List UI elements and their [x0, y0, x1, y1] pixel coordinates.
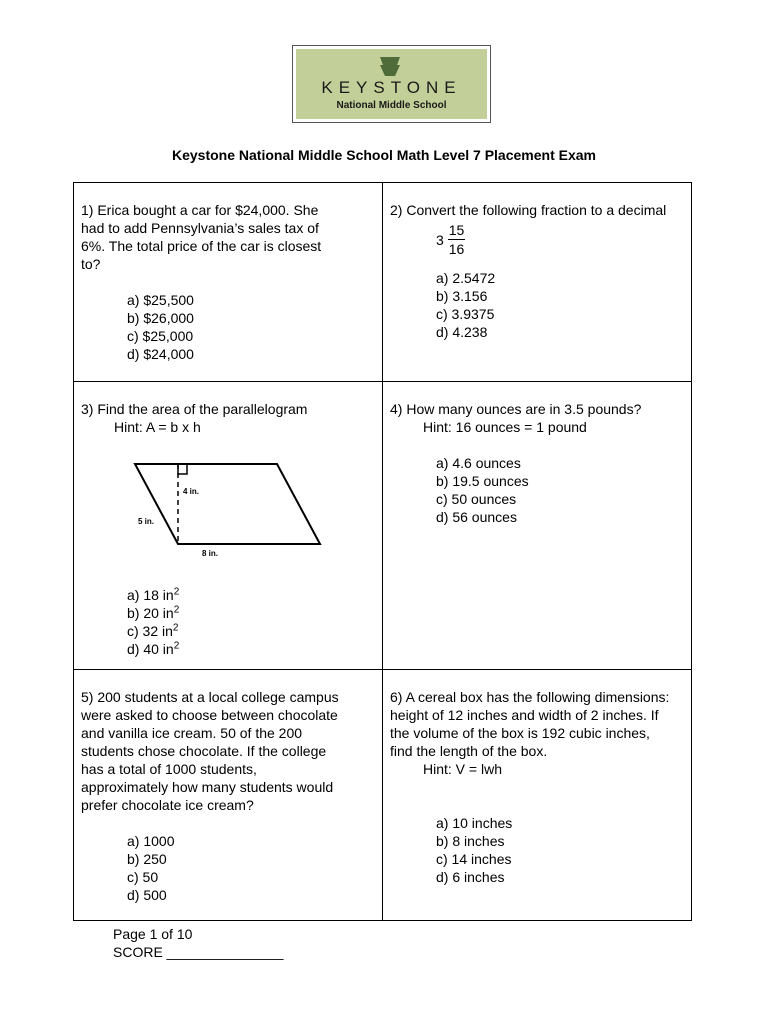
question-1-cell — [74, 183, 383, 382]
choice-d: d) 40 $in^2$ — [127, 640, 180, 657]
question-4-choices — [390, 454, 685, 526]
page-footer — [113, 925, 283, 961]
question-3-cell — [74, 382, 383, 670]
choice-c: c) $25,000 — [127, 328, 194, 344]
choice-b: b) 250 — [127, 851, 167, 867]
choice-c: c) 3.9375 — [436, 306, 495, 322]
choice-b: b) 8 inches — [436, 833, 505, 849]
question-6-cell — [383, 670, 692, 921]
fraction — [448, 221, 466, 258]
question-3-choices — [81, 586, 376, 658]
fraction-numerator: 15 — [448, 222, 465, 238]
page-number: Page 1 of 10 — [113, 926, 193, 942]
question-2-text: 2) Convert the following fraction to a decimal — [390, 202, 667, 218]
question-6-hint: Hint: V = lwh — [423, 761, 502, 777]
question-1-choices — [81, 291, 376, 363]
logo-subtitle: National Middle School — [336, 100, 447, 111]
mixed-fraction — [436, 221, 685, 255]
fraction-whole: 3 — [436, 231, 444, 248]
question-3-hint: Hint: A = b x h — [114, 419, 201, 435]
question-table — [73, 182, 692, 921]
logo-wordmark: KEYSTONE — [321, 78, 462, 97]
question-5-choices — [81, 832, 376, 904]
question-6-text: 6) A cereal box has the following dimensions: height of 12 inches and width of 2 inches. If the volume of the box is 192 cubic inches, find the length of the box. — [390, 689, 670, 759]
score-line: SCORE _______________ — [113, 944, 284, 960]
right-angle-mark — [178, 464, 187, 474]
school-logo — [292, 45, 491, 123]
question-1-text: 1) Erica bought a car for $24,000. She had to add Pennsylvania’s sales tax of 6%. The total price of the car is closest to? — [81, 202, 322, 272]
choice-c: c) 50 — [127, 869, 159, 885]
choice-c: c) 32 $in^2$ — [127, 622, 179, 639]
question-4-hint: Hint: 16 ounces = 1 pound — [423, 419, 587, 435]
question-2-choices — [390, 269, 685, 341]
choice-a: a) 18 $in^2$ — [127, 586, 180, 603]
choice-a: a) 10 inches — [436, 815, 513, 831]
side-label: 5 in. — [138, 517, 155, 526]
parallelogram-figure — [132, 456, 332, 566]
base-label: 8 in. — [202, 549, 219, 558]
question-6-choices — [390, 814, 685, 886]
choice-a: a) 2.5472 — [436, 270, 496, 286]
page-title: Keystone National Middle School Math Level 7 Placement Exam — [171, 147, 596, 163]
choice-d: d) $24,000 — [127, 346, 194, 362]
parallelogram-shape — [135, 464, 320, 544]
choice-b: b) 19.5 ounces — [436, 473, 529, 489]
fraction-denominator: 16 — [448, 241, 465, 257]
choice-b: b) $26,000 — [127, 310, 194, 326]
choice-a: a) $25,500 — [127, 292, 194, 308]
question-5-text: 5) 200 students at a local college campus were asked to choose between chocolate and vanilla ice cream. 50 of the 200 students chose chocolate. If the college has a total of 1000 students, approximately how many students would prefer chocolate ice cream? — [81, 689, 339, 813]
choice-c: c) 14 inches — [436, 851, 512, 867]
keystone-icon — [378, 55, 402, 77]
choice-b: b) 3.156 — [436, 288, 488, 304]
question-2-cell — [383, 183, 692, 382]
question-5-cell — [74, 670, 383, 921]
question-3-text: 3) Find the area of the parallelogram — [81, 401, 308, 417]
choice-a: a) 4.6 ounces — [436, 455, 521, 471]
question-4-text: 4) How many ounces are in 3.5 pounds? — [390, 401, 642, 417]
choice-d: d) 56 ounces — [436, 509, 517, 525]
choice-d: d) 500 — [127, 887, 167, 903]
choice-a: a) 1000 — [127, 833, 175, 849]
choice-b: b) 20 $in^2$ — [127, 604, 180, 621]
question-4-cell — [383, 382, 692, 670]
choice-d: d) 4.238 — [436, 324, 488, 340]
choice-d: d) 6 inches — [436, 869, 505, 885]
choice-c: c) 50 ounces — [436, 491, 517, 507]
logo-background — [296, 49, 487, 119]
height-label: 4 in. — [183, 487, 200, 496]
